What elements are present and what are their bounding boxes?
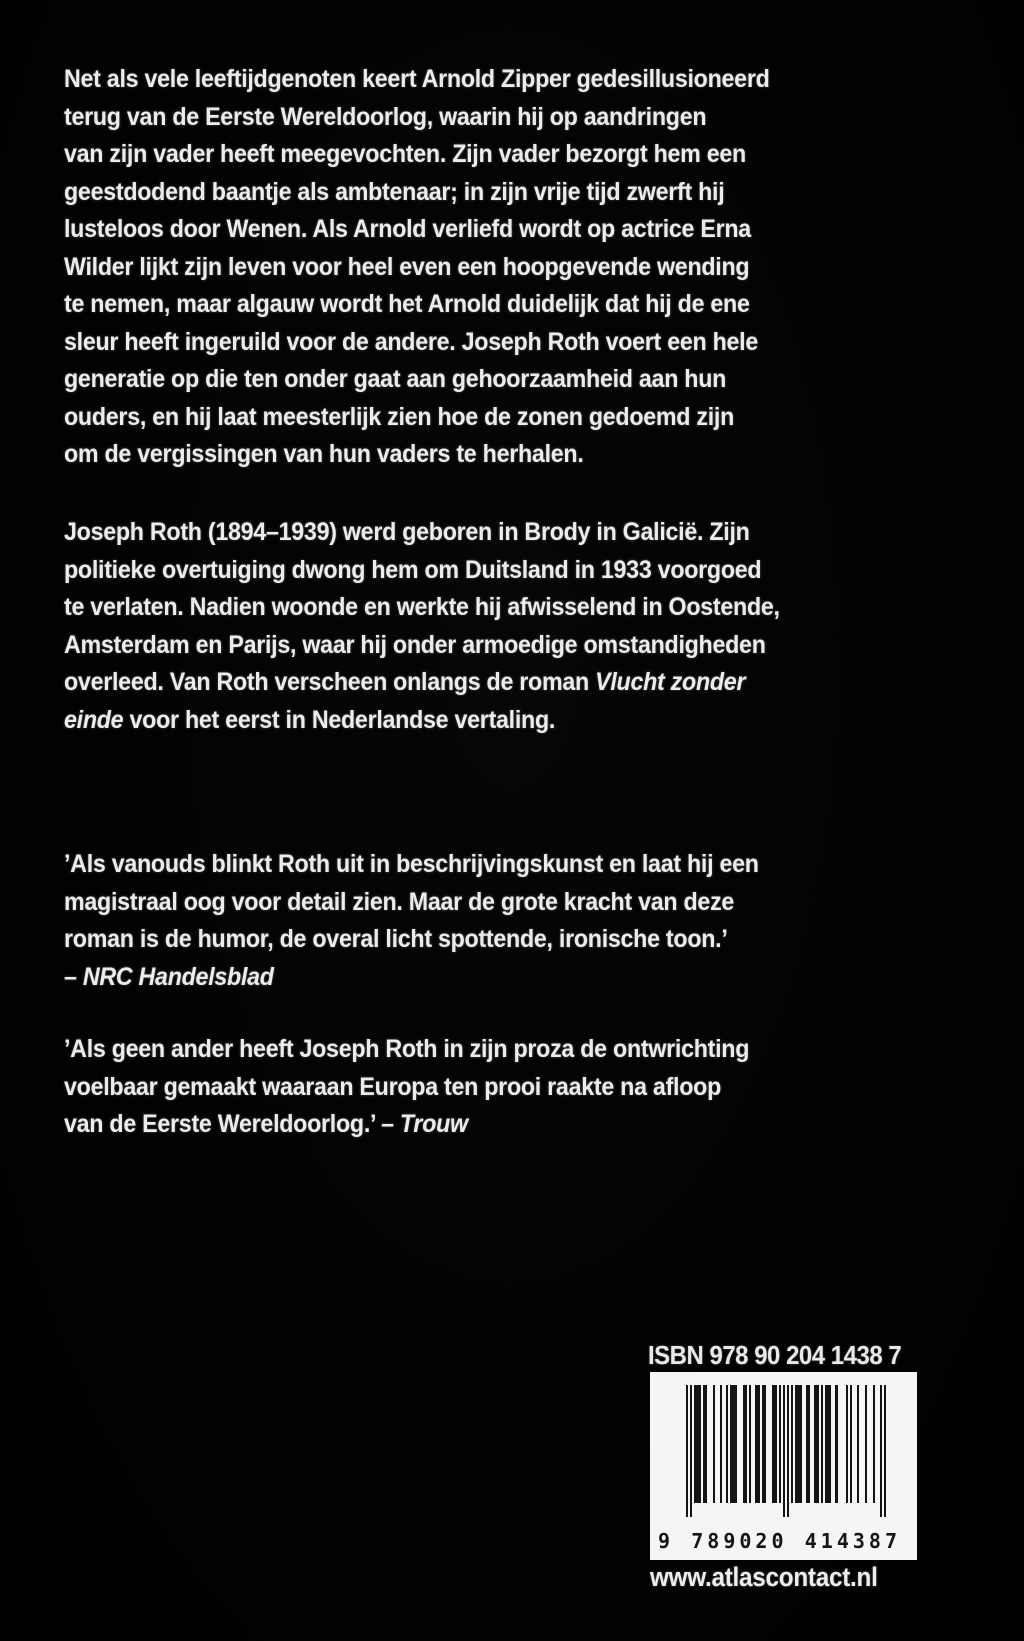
text-segment: om de vergissingen van hun vaders te herhalen.	[64, 440, 584, 468]
text-line	[64, 324, 770, 362]
text-line	[64, 361, 770, 399]
barcode-bar	[825, 1385, 831, 1503]
text-line	[64, 627, 780, 665]
barcode-bar	[743, 1385, 747, 1503]
barcode-bar	[857, 1385, 859, 1503]
text-segment: geestdodend baantje als ambtenaar; in zijn vrije tijd zwerft hij	[64, 177, 725, 206]
text-segment: einde	[64, 705, 124, 734]
text-line	[64, 1069, 749, 1107]
barcode-bar	[749, 1385, 751, 1503]
barcode-bar	[865, 1385, 867, 1503]
barcode-bars	[686, 1385, 886, 1517]
barcode-bar	[880, 1385, 882, 1517]
barcode-bar	[835, 1385, 837, 1503]
barcode-bar	[713, 1385, 715, 1503]
barcode-bar	[690, 1385, 692, 1517]
barcode-digits	[658, 1529, 901, 1553]
barcode-bar	[703, 1385, 707, 1503]
text-segment: –	[64, 962, 83, 991]
review-quote-nrc	[64, 846, 811, 996]
text-segment: magistraal oog voor detail zien. Maar de grote kracht van deze	[64, 887, 735, 916]
text-line	[64, 286, 770, 324]
text-segment: Trouw	[399, 1110, 468, 1138]
publisher-website: www.atlascontact.nl	[650, 1562, 878, 1592]
barcode-bar	[694, 1385, 700, 1503]
text-segment: politieke overtuiging dwong hem om Duitsland in 1933 voorgoed	[64, 555, 762, 584]
isbn-number: ISBN 978 90 204 1438 7	[648, 1340, 902, 1370]
author-bio-paragraph	[64, 514, 834, 739]
barcode-bar	[720, 1385, 722, 1503]
text-line	[64, 846, 759, 884]
text-segment: terug van de Eerste Wereldoorlog, waarin hij op aandringen	[64, 102, 707, 131]
text-segment: voor het eerst in Nederlandse vertaling.	[123, 705, 556, 734]
barcode-bar	[755, 1385, 759, 1503]
text-line	[64, 174, 770, 212]
text-segment: Wilder lijkt zijn leven voor heel even een hoopgevende wending	[64, 252, 750, 281]
text-line	[64, 884, 759, 922]
text-line	[64, 1106, 749, 1144]
text-segment: van de Eerste Wereldoorlog.’ –	[64, 1110, 400, 1138]
text-segment: Vlucht zonder	[595, 668, 746, 696]
text-segment: ’Als vanouds blinkt Roth uit in beschrijvingskunst en laat hij een	[64, 850, 759, 878]
text-segment: te nemen, maar algauw wordt het Arnold duidelijk dat hij de ene	[64, 290, 750, 318]
barcode-digit-group-first: 9	[658, 1529, 675, 1553]
text-line	[64, 61, 770, 99]
text-line	[64, 136, 770, 174]
text-line	[64, 702, 780, 740]
text-segment: roman is de humor, de overal licht spottende, ironische toon.’	[64, 925, 728, 953]
text-line	[64, 399, 770, 437]
text-segment: lusteloos door Wenen. Als Arnold verliefd wordt op actrice Erna	[64, 215, 751, 243]
barcode-bar	[795, 1385, 801, 1503]
text-line	[64, 921, 759, 959]
text-line	[64, 99, 770, 137]
barcode-bar	[791, 1385, 793, 1503]
text-line	[64, 1031, 749, 1069]
text-segment: ’Als geen ander heeft Joseph Roth in zijn proza de ontwrichting	[64, 1035, 750, 1063]
barcode-bar	[814, 1385, 818, 1503]
text-segment: te verlaten. Nadien woonde en werkte hij afwisselend in Oostende,	[64, 593, 780, 621]
barcode-bar	[762, 1385, 766, 1503]
barcode-bar	[783, 1385, 785, 1517]
barcode-bar	[821, 1385, 823, 1503]
barcode-bar	[726, 1385, 728, 1503]
text-segment: ouders, en hij laat meesterlijk zien hoe de zonen gedoemd zijn	[64, 402, 735, 431]
text-segment: Net als vele leeftijdgenoten keert Arnold Zipper gedesillusioneerd	[64, 65, 770, 93]
text-segment: overleed. Van Roth verscheen onlangs de roman	[64, 668, 596, 696]
barcode-bar	[884, 1385, 886, 1517]
text-line	[64, 211, 770, 249]
barcode-bar	[806, 1385, 810, 1503]
text-line	[64, 552, 780, 590]
barcode-digit-group-right: 414387	[804, 1529, 901, 1553]
barcode-bar	[846, 1385, 848, 1503]
text-segment: van zijn vader heeft meegevochten. Zijn vader bezorgt hem een	[64, 140, 746, 168]
text-line	[64, 514, 780, 552]
barcode-bar	[787, 1385, 789, 1517]
barcode-bar	[850, 1385, 852, 1503]
text-segment: generatie op die ten onder gaat aan gehoorzaamheid aan hun	[64, 365, 727, 393]
text-line	[64, 959, 759, 997]
text-line	[64, 436, 770, 474]
text-line	[64, 249, 770, 287]
text-line	[64, 664, 780, 702]
barcode-bar	[779, 1385, 781, 1503]
barcode-bar	[873, 1385, 875, 1503]
text-segment: voelbaar gemaakt waaraan Europa ten prooi raakte na afloop	[64, 1072, 722, 1101]
text-segment: Amsterdam en Parijs, waar hij onder armoedige omstandigheden	[64, 630, 766, 659]
barcode-digit-group-left: 789020	[691, 1529, 788, 1553]
barcode-bar	[686, 1385, 688, 1517]
review-quote-trouw	[64, 1031, 801, 1144]
barcode-bar	[730, 1385, 736, 1503]
barcode	[650, 1372, 917, 1560]
text-segment: sleur heeft ingeruild voor de andere. Joseph Roth voert een hele	[64, 327, 759, 356]
text-segment: NRC Handelsblad	[82, 962, 274, 991]
barcode-bar	[772, 1385, 776, 1503]
text-segment: Joseph Roth (1894–1939) werd geboren in Brody in Galicië. Zijn	[64, 518, 750, 546]
synopsis-paragraph	[64, 61, 823, 474]
text-line	[64, 589, 780, 627]
